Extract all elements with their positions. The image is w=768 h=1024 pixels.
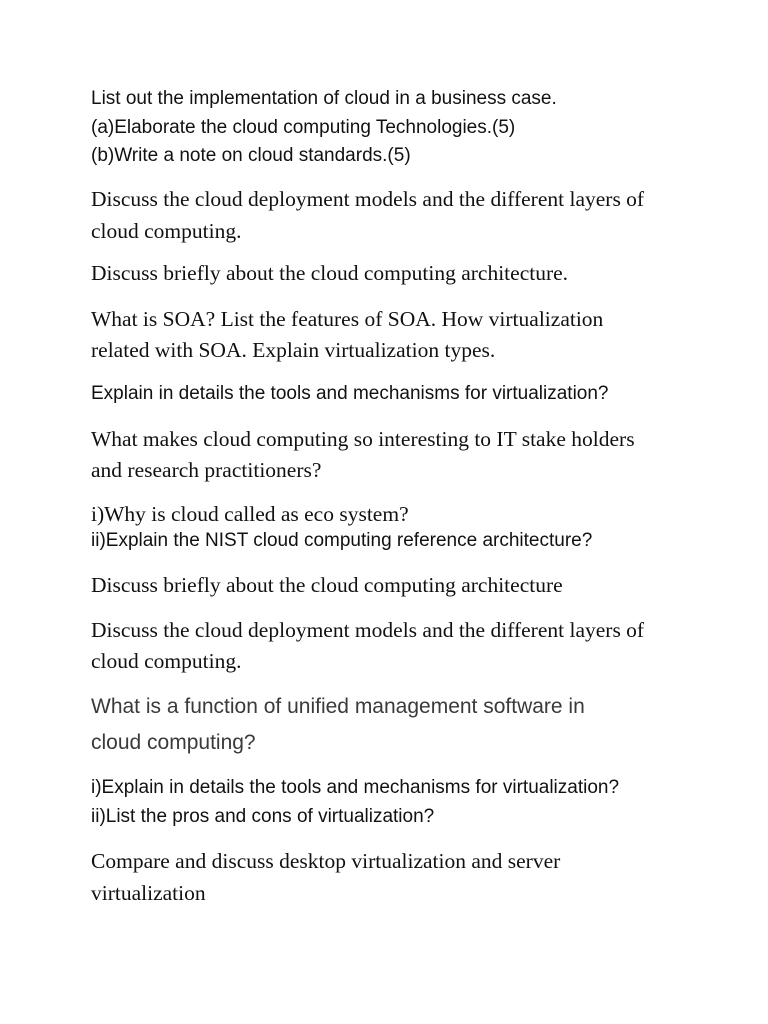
question-1-line-2: (a)Elaborate the cloud computing Technologies.(5)	[91, 117, 516, 138]
question-2-line-2: cloud computing.	[91, 219, 242, 243]
question-2-line-1: Discuss the cloud deployment models and the different layers of	[91, 187, 645, 211]
question-1-line-1: List out the implementation of cloud in a business case.	[91, 88, 557, 109]
question-10-line-2: cloud computing?	[91, 731, 256, 754]
question-6-line-2: and research practitioners?	[91, 458, 322, 482]
question-7-line-2: ii)Explain the NIST cloud computing reference architecture?	[91, 530, 593, 551]
question-12-line-2: virtualization	[91, 881, 206, 905]
question-4-line-1: What is SOA? List the features of SOA. How virtualization	[91, 307, 604, 331]
question-10-line-1: What is a function of unified management software in	[91, 695, 585, 718]
question-4-line-2: related with SOA. Explain virtualization types.	[91, 338, 496, 362]
question-7-line-1: i)Why is cloud called as eco system?	[91, 502, 409, 526]
question-3-line-1: Discuss briefly about the cloud computing architecture.	[91, 261, 569, 285]
question-11-line-1: i)Explain in details the tools and mechanisms for virtualization?	[91, 777, 620, 798]
question-9-line-2: cloud computing.	[91, 649, 242, 673]
question-8-line-1: Discuss briefly about the cloud computing architecture	[91, 573, 563, 597]
question-1-line-3: (b)Write a note on cloud standards.(5)	[91, 145, 411, 166]
question-9-line-1: Discuss the cloud deployment models and the different layers of	[91, 618, 645, 642]
question-11-line-2: ii)List the pros and cons of virtualization?	[91, 806, 435, 827]
question-12-line-1: Compare and discuss desktop virtualization and server	[91, 849, 561, 873]
question-6-line-1: What makes cloud computing so interesting to IT stake holders	[91, 427, 635, 451]
question-5-line-1: Explain in details the tools and mechanisms for virtualization?	[91, 383, 609, 404]
